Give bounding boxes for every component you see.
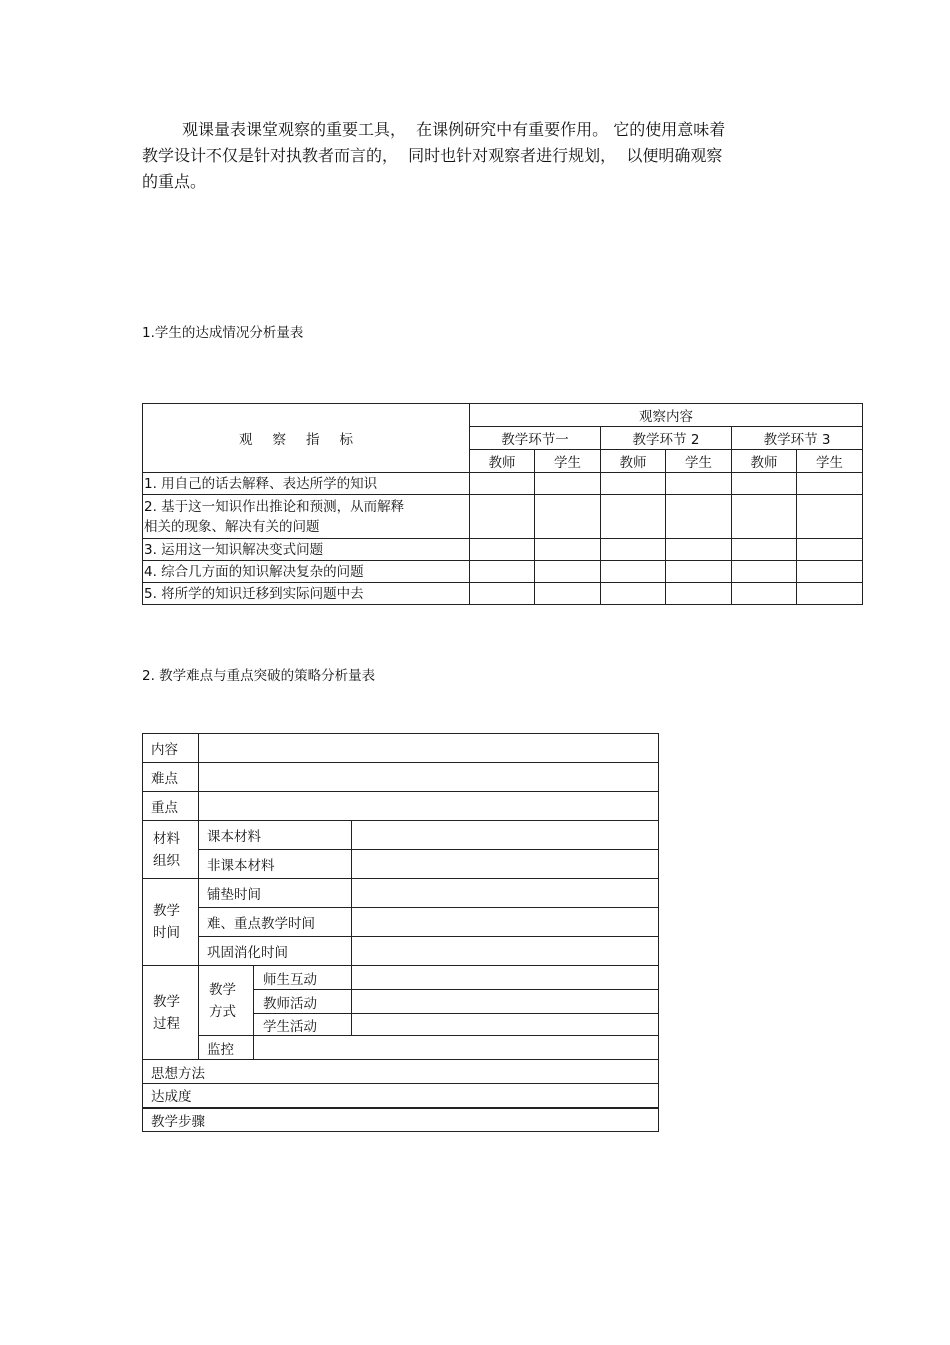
role-header: 学生: [666, 450, 732, 473]
blank-cell[interactable]: [732, 473, 797, 495]
row-group-label: [143, 879, 199, 966]
table-row: [143, 583, 863, 605]
blank-cell[interactable]: [601, 583, 666, 605]
sub-label: 课本材料: [199, 821, 352, 850]
table-row: [143, 734, 659, 763]
table-row: [143, 850, 659, 879]
blank-cell[interactable]: [199, 734, 659, 763]
table2-title: 2. 教学难点与重点突破的策略分析量表: [142, 668, 376, 684]
table-row: [143, 561, 863, 583]
table-row: [143, 937, 659, 966]
blank-cell[interactable]: [666, 495, 732, 539]
row-label: 教学步骤: [143, 1108, 659, 1132]
row-group-label-line: 方式: [209, 1003, 236, 1020]
table-row: [143, 1108, 659, 1132]
intro-line: 观课量表课堂观察的重要工具， 在课例研究中有重要作用。 它的使用意味着: [182, 120, 726, 139]
role-header: 学生: [535, 450, 601, 473]
indicator-item: 5. 将所学的知识迁移到实际问题中去: [143, 583, 470, 605]
blank-cell[interactable]: [601, 561, 666, 583]
table-row: [143, 539, 863, 561]
indicator-item: 4. 综合几方面的知识解决复杂的问题: [143, 561, 470, 583]
blank-cell[interactable]: [470, 583, 535, 605]
row-group-label: [199, 966, 254, 1036]
indicator-item: 3. 运用这一知识解决变式问题: [143, 539, 470, 561]
achievement-analysis-table: [142, 403, 863, 605]
indicator-header: 观察指标: [143, 404, 470, 473]
intro-line: 教学设计不仅是针对执教者而言的， 同时也针对观察者进行规划， 以便明确观察: [142, 146, 723, 165]
blank-cell[interactable]: [666, 583, 732, 605]
table-row: [143, 1060, 659, 1084]
sub-label: 巩固消化时间: [199, 937, 352, 966]
blank-cell[interactable]: [470, 473, 535, 495]
table1-title: 1.学生的达成情况分析量表: [142, 325, 304, 341]
blank-cell[interactable]: [666, 473, 732, 495]
blank-cell[interactable]: [601, 539, 666, 561]
blank-cell[interactable]: [797, 495, 863, 539]
blank-cell[interactable]: [797, 583, 863, 605]
table-row: [143, 473, 863, 495]
blank-cell[interactable]: [352, 990, 659, 1014]
table-row: [143, 792, 659, 821]
row-label: 内容: [143, 734, 199, 763]
blank-cell[interactable]: [352, 1014, 659, 1036]
content-header: 观察内容: [470, 404, 863, 427]
stage-header: 教学环节 2: [601, 427, 732, 450]
sub-label: 师生互动: [254, 966, 352, 990]
intro-line: 的重点。: [142, 172, 207, 191]
row-label: 思想方法: [143, 1060, 659, 1084]
blank-cell[interactable]: [352, 821, 659, 850]
blank-cell[interactable]: [199, 792, 659, 821]
blank-cell[interactable]: [601, 495, 666, 539]
blank-cell[interactable]: [470, 539, 535, 561]
blank-cell[interactable]: [352, 966, 659, 990]
row-group-label-line: 组织: [153, 852, 180, 869]
row-label: 难点: [143, 763, 199, 792]
row-group-label-line: 教学: [153, 903, 180, 919]
sub-label: 非课本材料: [199, 850, 352, 879]
blank-cell[interactable]: [535, 539, 601, 561]
indicator-item: [143, 495, 470, 539]
table-row: [143, 879, 659, 908]
stage-header: 教学环节 3: [732, 427, 863, 450]
blank-cell[interactable]: [535, 473, 601, 495]
table-row: [143, 763, 659, 792]
blank-cell[interactable]: [666, 539, 732, 561]
blank-cell[interactable]: [352, 850, 659, 879]
row-group-label: [143, 821, 199, 879]
row-group-label-line: 过程: [153, 1015, 180, 1032]
blank-cell[interactable]: [470, 561, 535, 583]
table-row: [143, 495, 863, 539]
blank-cell[interactable]: [535, 583, 601, 605]
sub-label: 教师活动: [254, 990, 352, 1014]
row-group-label: [143, 966, 199, 1060]
indicator-item-line: 2. 基于这一知识作出推论和预测，从而解释: [144, 498, 405, 515]
role-header: 教师: [601, 450, 666, 473]
blank-cell[interactable]: [732, 539, 797, 561]
blank-cell[interactable]: [199, 763, 659, 792]
sub-label: 难、重点教学时间: [199, 908, 352, 937]
blank-cell[interactable]: [535, 561, 601, 583]
table-row: [143, 1036, 659, 1060]
blank-cell[interactable]: [352, 879, 659, 908]
row-group-label-line: 时间: [153, 925, 180, 941]
role-header: 学生: [797, 450, 863, 473]
row-group-label-line: 教学: [209, 981, 236, 998]
role-header: 教师: [732, 450, 797, 473]
role-header: 教师: [470, 450, 535, 473]
sub-label: 学生活动: [254, 1014, 352, 1036]
blank-cell[interactable]: [732, 561, 797, 583]
blank-cell[interactable]: [797, 539, 863, 561]
sub-label: 铺垫时间: [199, 879, 352, 908]
strategy-analysis-table: [142, 733, 659, 1132]
blank-cell[interactable]: [535, 495, 601, 539]
sub-label: 监控: [199, 1036, 254, 1060]
stage-header: 教学环节一: [470, 427, 601, 450]
blank-cell[interactable]: [470, 495, 535, 539]
blank-cell[interactable]: [797, 473, 863, 495]
table-row: [143, 821, 659, 850]
table-row: [143, 1084, 659, 1108]
row-label: 达成度: [143, 1084, 659, 1108]
blank-cell[interactable]: [732, 583, 797, 605]
blank-cell[interactable]: [352, 937, 659, 966]
row-label: 重点: [143, 792, 199, 821]
blank-cell[interactable]: [732, 495, 797, 539]
indicator-item: 1. 用自己的话去解释、表达所学的知识: [143, 473, 470, 495]
blank-cell[interactable]: [797, 561, 863, 583]
indicator-item-line: 相关的现象、解决有关的问题: [144, 518, 320, 535]
blank-cell[interactable]: [352, 908, 659, 937]
blank-cell[interactable]: [254, 1036, 659, 1060]
blank-cell[interactable]: [601, 473, 666, 495]
row-group-label-line: 教学: [153, 993, 180, 1010]
intro-paragraph: [142, 117, 807, 195]
row-group-label-line: 材料: [153, 830, 180, 847]
table-row: [143, 966, 659, 990]
table-row: [143, 908, 659, 937]
blank-cell[interactable]: [666, 561, 732, 583]
